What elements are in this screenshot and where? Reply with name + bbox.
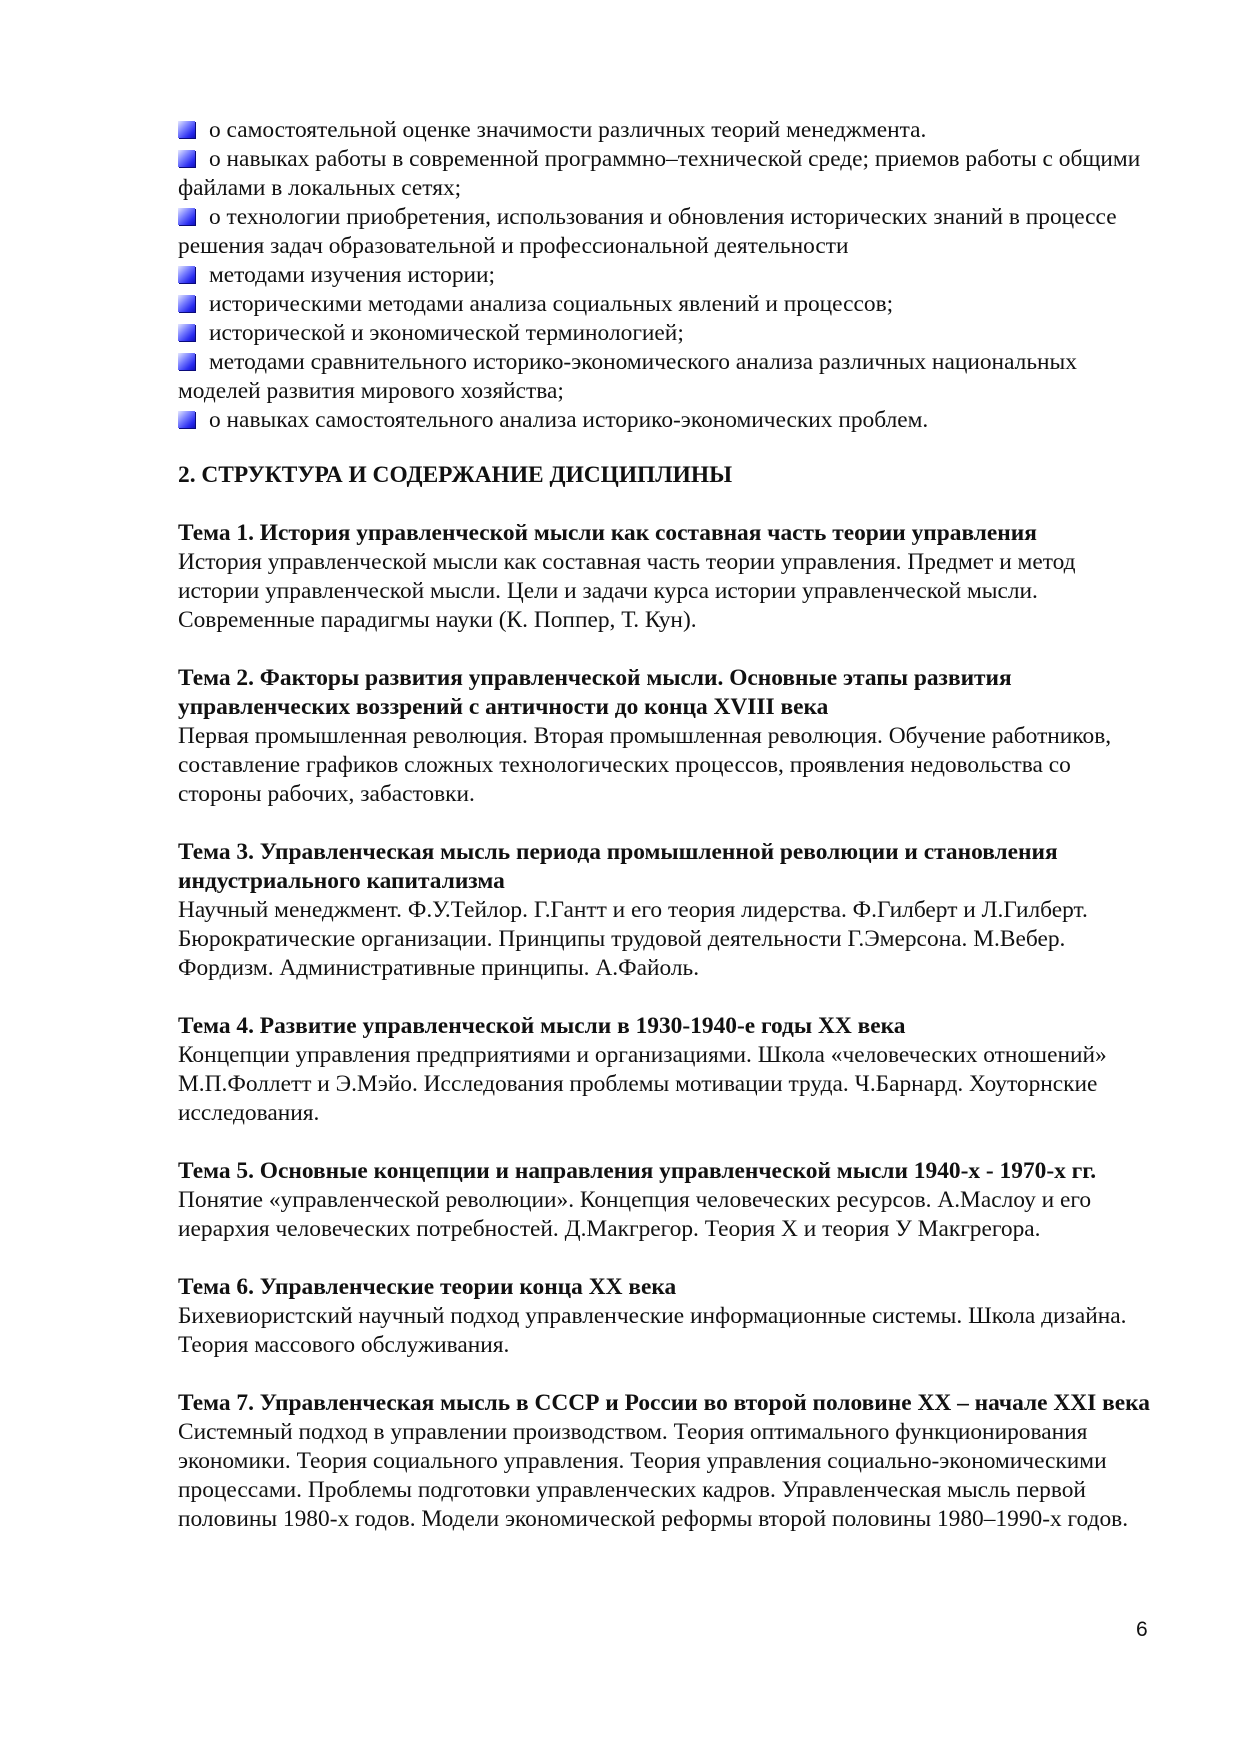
topic-5: [178, 1157, 1158, 1244]
bullet-text: о самостоятельной оценке значимости различных теорий менеджмента.: [209, 117, 927, 143]
bullet-item: [178, 116, 1158, 145]
bullet-item: [178, 203, 1158, 261]
topic-text: История управленческой мысли как составная часть теории управления. Предмет и метод истории управленческой мысли. Цели и задачи курса истории управленческой мысли. Современные парадигмы науки (К. Поппер, Т. Кун).: [178, 549, 1076, 633]
document-page: [178, 116, 1158, 1534]
topic-text: Научный менеджмент. Ф.У.Тейлор. Г.Гантт и его теория лидерства. Ф.Гилберт и Л.Гилберт. Бюрократические организации. Принципы трудовой деятельности Г.Эмерсона. М.Вебер. Фордизм. Административные принципы. А.Файоль.: [178, 897, 1088, 981]
topic-6: [178, 1273, 1158, 1360]
topic-title: Тема 2. Факторы развития управленческой мысли. Основные этапы развития управленческих воззрений с античности до конца XVIII века: [178, 665, 1012, 720]
square-bullet-icon: [178, 324, 195, 341]
square-bullet-icon: [178, 121, 195, 138]
bullet-item: [178, 348, 1158, 406]
bullet-text: методами сравнительного историко-экономического анализа различных национальных моделей развития мирового хозяйства;: [178, 349, 1077, 404]
bullet-item: [178, 406, 1158, 435]
topic-title: Тема 5. Основные концепции и направления управленческой мысли 1940-х - 1970-х гг.: [178, 1158, 1097, 1184]
bullet-text: методами изучения истории;: [209, 262, 496, 288]
topic-1: [178, 519, 1158, 635]
topic-text: Концепции управления предприятиями и организациями. Школа «человеческих отношений» М.П.Фоллетт и Э.Мэйо. Исследования проблемы мотивации труда. Ч.Барнард. Хоуторнские исследования.: [178, 1042, 1107, 1126]
topic-text: Первая промышленная революция. Вторая промышленная революция. Обучение работников, составление графиков сложных технологических процессов, проявления недовольства со стороны рабочих, забастовки.: [178, 723, 1112, 807]
square-bullet-icon: [178, 266, 195, 283]
bullet-text: о навыках самостоятельного анализа историко-экономических проблем.: [209, 407, 929, 433]
topic-4: [178, 1012, 1158, 1128]
topic-text: Бихевиористский научный подход управленческие информационные системы. Школа дизайна. Теория массового обслуживания.: [178, 1303, 1127, 1358]
bullet-item: [178, 319, 1158, 348]
section-heading: 2. СТРУКТУРА И СОДЕРЖАНИЕ ДИСЦИПЛИНЫ: [178, 462, 733, 488]
topic-2: [178, 664, 1158, 809]
square-bullet-icon: [178, 295, 195, 312]
bullet-text: о навыках работы в современной программно–технической среде; приемов работы с общими файлами в локальных сетях;: [178, 146, 1141, 201]
square-bullet-icon: [178, 353, 195, 370]
topic-title: Тема 1. История управленческой мысли как составная часть теории управления: [178, 520, 1037, 546]
topic-3: [178, 838, 1158, 983]
square-bullet-icon: [178, 150, 195, 167]
topic-7: [178, 1389, 1158, 1534]
bullet-item: [178, 261, 1158, 290]
page-number: 6: [1136, 1618, 1148, 1641]
topic-title: Тема 6. Управленческие теории конца XX века: [178, 1274, 677, 1300]
topic-title: Тема 4. Развитие управленческой мысли в 1930-1940-е годы XX века: [178, 1013, 906, 1039]
bullet-item: [178, 145, 1158, 203]
topic-title: Тема 3. Управленческая мысль периода промышленной революции и становления индустриального капитализма: [178, 839, 1058, 894]
square-bullet-icon: [178, 411, 195, 428]
square-bullet-icon: [178, 208, 195, 225]
topic-title: Тема 7. Управленческая мысль в СССР и России во второй половине XX – начале XXI века: [178, 1390, 1150, 1416]
bullet-text: о технологии приобретения, использования и обновления исторических знаний в процессе решения задач образовательной и профессиональной деятельности: [178, 204, 1117, 259]
bullet-text: историческими методами анализа социальных явлений и процессов;: [209, 291, 894, 317]
bullet-text: исторической и экономической терминологией;: [209, 320, 684, 346]
skills-bullet-list: [178, 116, 1158, 435]
bullet-item: [178, 290, 1158, 319]
topic-text: Понятие «управленческой революции». Концепция человеческих ресурсов. А.Маслоу и его иерархия человеческих потребностей. Д.Макгрегор. Теория Х и теория У Макгрегора.: [178, 1187, 1092, 1242]
topic-text: Системный подход в управлении производством. Теория оптимального функционирования экономики. Теория социального управления. Теория управления социально-экономическими процессами. Проблемы подготовки управленческих кадров. Управленческая мысль первой половины 1980-х годов. Модели экономической реформы второй половины 1980–1990-х годов.: [178, 1419, 1129, 1532]
